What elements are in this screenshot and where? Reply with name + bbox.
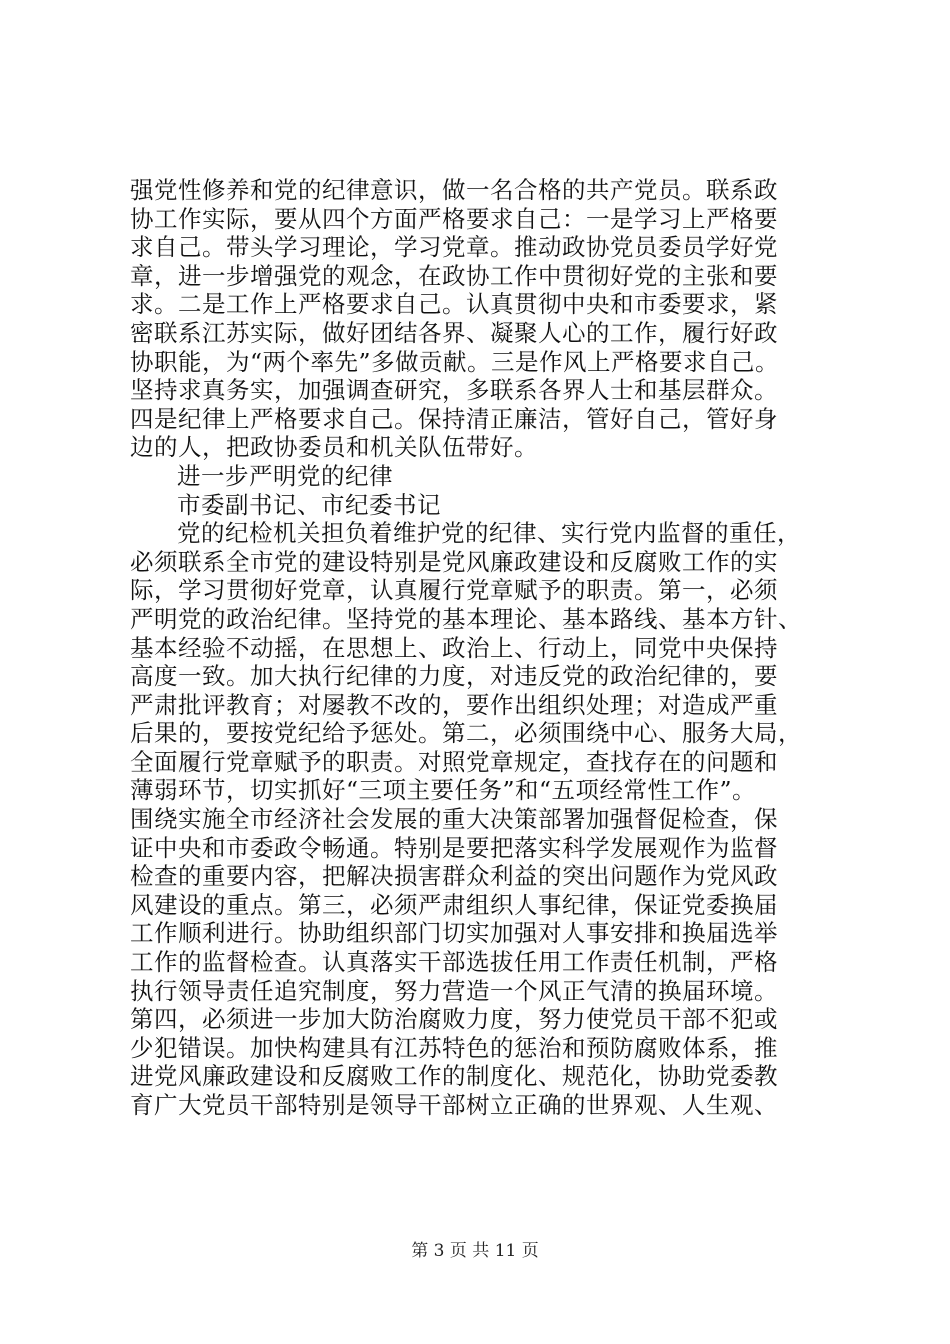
text-line: 检查的重要内容，把解决损害群众利益的突出问题作为党风政: [130, 862, 778, 891]
text-line: 后果的，要按党纪给予惩处。第二，必须围绕中心、服务大局，: [130, 719, 802, 748]
section-title: 进一步严明党的纪律: [177, 461, 393, 490]
text-line: 严明党的政治纪律。坚持党的基本理论、基本路线、基本方针、: [130, 604, 802, 633]
text-line: 协职能，为“两个率先”多做贡献。三是作风上严格要求自己。: [130, 347, 780, 376]
text-line: 边的人，把政协委员和机关队伍带好。: [130, 433, 538, 462]
text-line: 党的纪检机关担负着维护党的纪律、实行党内监督的重任，: [177, 519, 801, 548]
text-line: 育广大党员干部特别是领导干部树立正确的世界观、人生观、: [130, 1091, 778, 1119]
text-line: 四是纪律上严格要求自己。保持清正廉洁，管好自己，管好身: [130, 404, 778, 433]
text-line: 执行领导责任追究制度，努力营造一个风正气清的换届环境。: [130, 976, 778, 1005]
text-line: 风建设的重点。第三，必须严肃组织人事纪律，保证党委换届: [130, 890, 778, 919]
text-line: 际，学习贯彻好党章，认真履行党章赋予的职责。第一，必须: [130, 576, 778, 605]
text-line: 坚持求真务实，加强调查研究，多联系各界人士和基层群众。: [130, 376, 778, 405]
text-line: 少犯错误。加快构建具有江苏特色的惩治和预防腐败体系，推: [130, 1033, 778, 1062]
page-number-footer: 第 3 页 共 11 页: [411, 1241, 539, 1261]
text-line: 第四，必须进一步加大防治腐败力度，努力使党员干部不犯或: [130, 1005, 778, 1034]
text-line: 基本经验不动摇，在思想上、政治上、行动上，同党中央保持: [130, 633, 778, 662]
text-line: 章，进一步增强党的观念，在政协工作中贯彻好党的主张和要: [130, 261, 778, 290]
text-line: 全面履行党章赋予的职责。对照党章规定，查找存在的问题和: [130, 747, 778, 776]
text-line: 严肃批评教育；对屡教不改的，要作出组织处理；对造成严重: [130, 690, 778, 719]
text-line: 协工作实际，要从四个方面严格要求自己：一是学习上严格要: [130, 204, 778, 233]
text-line: 围绕实施全市经济社会发展的重大决策部署加强督促检查，保: [130, 805, 778, 834]
document-body: [130, 176, 830, 1120]
text-line: 薄弱环节，切实抓好“三项主要任务”和“五项经常性工作”。: [130, 776, 757, 805]
text-line: 求自己。带头学习理论，学习党章。推动政协党员委员学好党: [130, 233, 778, 262]
text-line: 高度一致。加大执行纪律的力度，对违反党的政治纪律的，要: [130, 662, 778, 691]
text-line: 强党性修养和党的纪律意识，做一名合格的共产党员。联系政: [130, 176, 778, 204]
text-line: 工作的监督检查。认真落实干部选拔任用工作责任机制，严格: [130, 948, 778, 977]
text-line: 必须联系全市党的建设特别是党风廉政建设和反腐败工作的实: [130, 547, 778, 576]
text-line: 密联系江苏实际，做好团结各界、凝聚人心的工作，履行好政: [130, 318, 778, 347]
text-line: 求。二是工作上严格要求自己。认真贯彻中央和市委要求，紧: [130, 290, 778, 319]
text-line: 证中央和市委政令畅通。特别是要把落实科学发展观作为监督: [130, 833, 778, 862]
author-line: 市委副书记、市纪委书记: [177, 490, 441, 519]
text-line: 工作顺利进行。协助组织部门切实加强对人事安排和换届选举: [130, 919, 778, 948]
text-line: 进党风廉政建设和反腐败工作的制度化、规范化，协助党委教: [130, 1062, 778, 1091]
